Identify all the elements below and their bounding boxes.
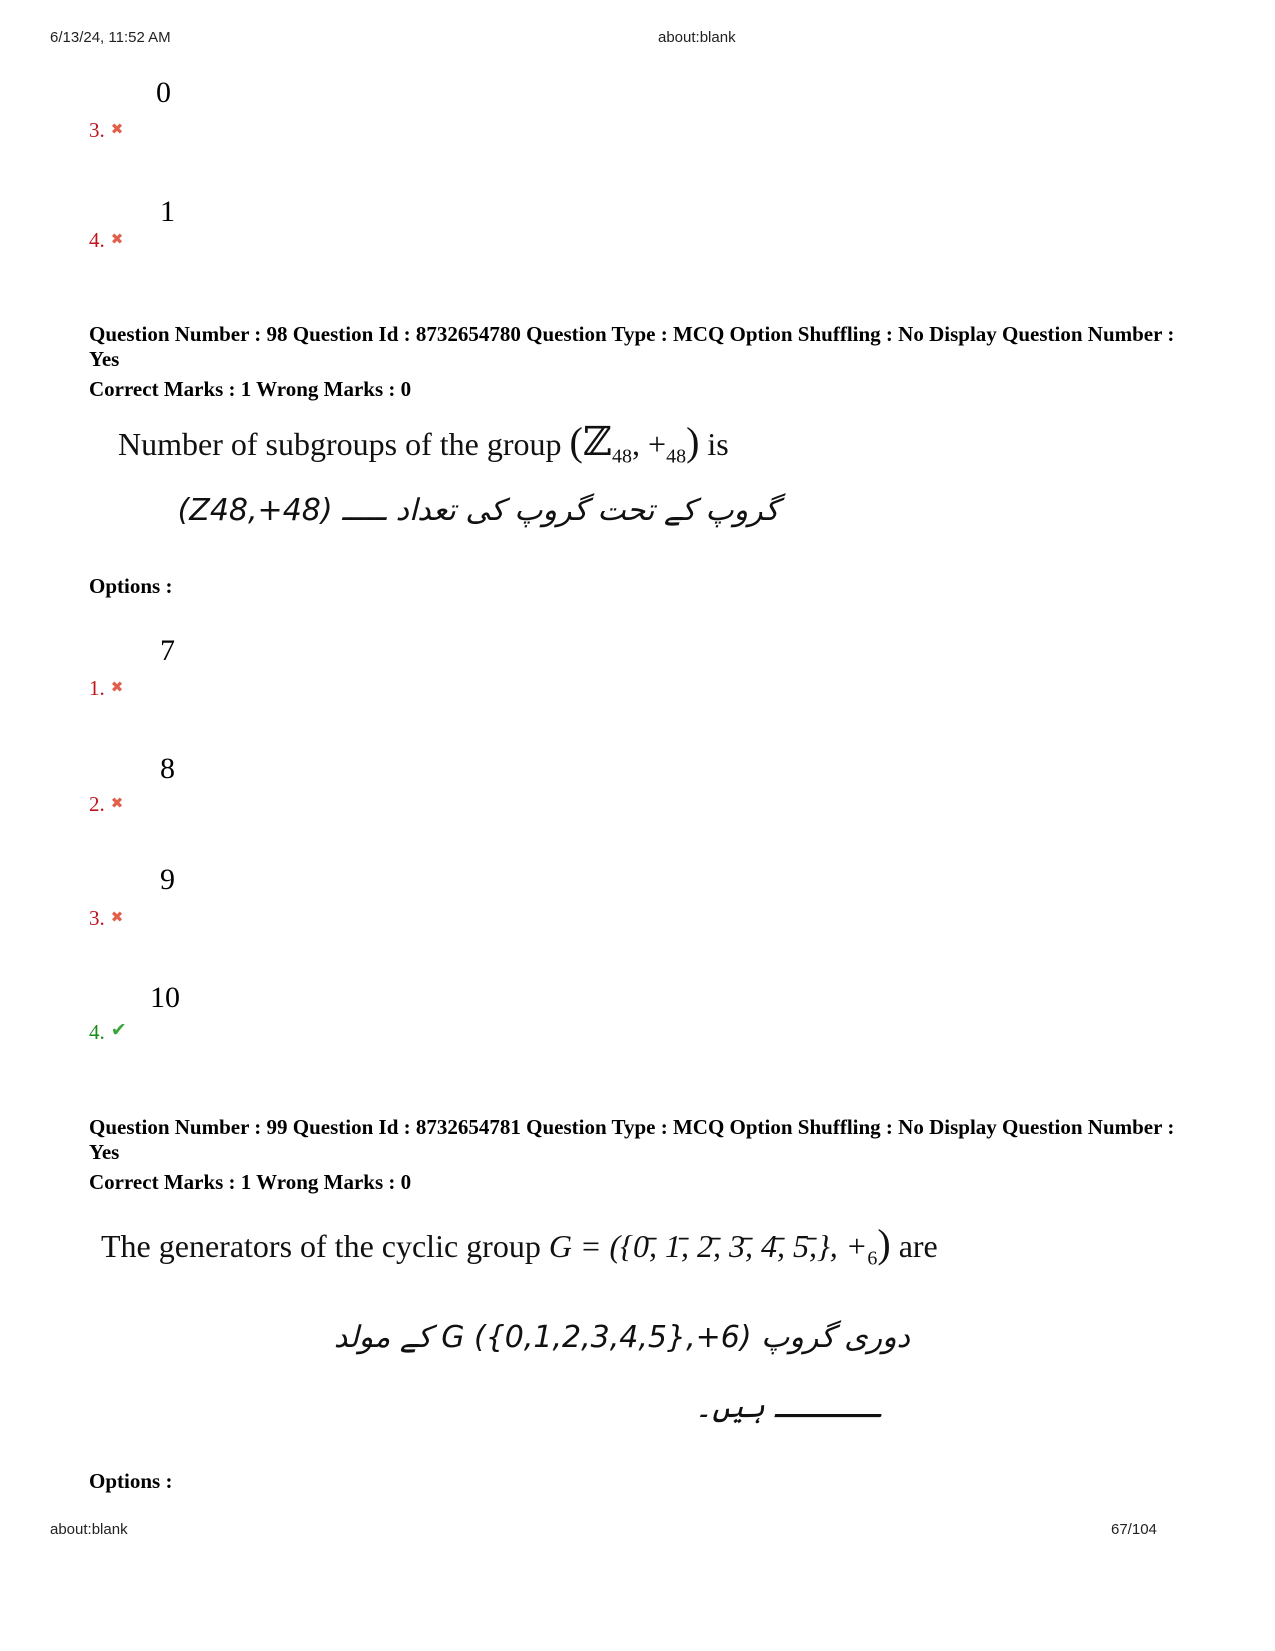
question-text: Number of subgroups of the group (ℤ$_{48}$, $+_{48}$) is (118, 419, 729, 468)
check-icon: ✔ (110, 1020, 127, 1041)
option-value: 7 (160, 634, 175, 667)
options-label: Options : (89, 1469, 173, 1493)
options-label: Options : (89, 574, 173, 598)
question-marks: Correct Marks : 1 Wrong Marks : 0 (89, 1170, 412, 1194)
question-marks: Correct Marks : 1 Wrong Marks : 0 (89, 377, 412, 401)
cross-icon: ✖ (110, 796, 124, 812)
option-value: 10 (150, 981, 180, 1014)
option-value: 0 (156, 76, 171, 109)
option-number: 4. ✖ (89, 228, 124, 252)
print-page-number: 67/104 (1111, 1521, 1157, 1538)
option-number: 4. ✔ (89, 1020, 127, 1044)
cross-icon: ✖ (110, 680, 124, 696)
option-value: 8 (160, 752, 175, 785)
cross-icon: ✖ (110, 122, 124, 138)
question-urdu-handwritten: دوری گروپ G ({0,1,2,3,4,5},+6) کے مولد (333, 1320, 910, 1355)
option-value: 9 (160, 863, 175, 896)
option-number: 3. ✖ (89, 118, 124, 142)
cross-icon: ✖ (110, 910, 124, 926)
question-meta: Question Number : 98 Question Id : 8732654780 Question Type : MCQ Option Shuffling : No Display Question Number : Yes (89, 322, 1175, 371)
option-number: 3. ✖ (89, 906, 124, 930)
option-number: 1. ✖ (89, 676, 124, 700)
question-urdu-handwritten-line2: ــــــ ہیں۔ (694, 1390, 880, 1425)
question-text: The generators of the cyclic group G = ({0̄, 1̄, 2̄, 3̄, 4̄, 5̄,}, $+_6$) are (101, 1221, 938, 1270)
question-meta: Question Number : 99 Question Id : 8732654781 Question Type : MCQ Option Shuffling : No Display Question Number : Yes (89, 1115, 1175, 1164)
print-datetime: 6/13/24, 11:52 AM (50, 29, 171, 46)
question-urdu-handwritten: گروپ کے تحت گروپ کی تعداد ـــــ (Z48,+48) (177, 493, 779, 528)
print-title: about:blank (658, 29, 736, 46)
cross-icon: ✖ (110, 232, 124, 248)
option-number: 2. ✖ (89, 792, 124, 816)
print-footer-url: about:blank (50, 1521, 128, 1538)
option-value: 1 (160, 195, 175, 228)
